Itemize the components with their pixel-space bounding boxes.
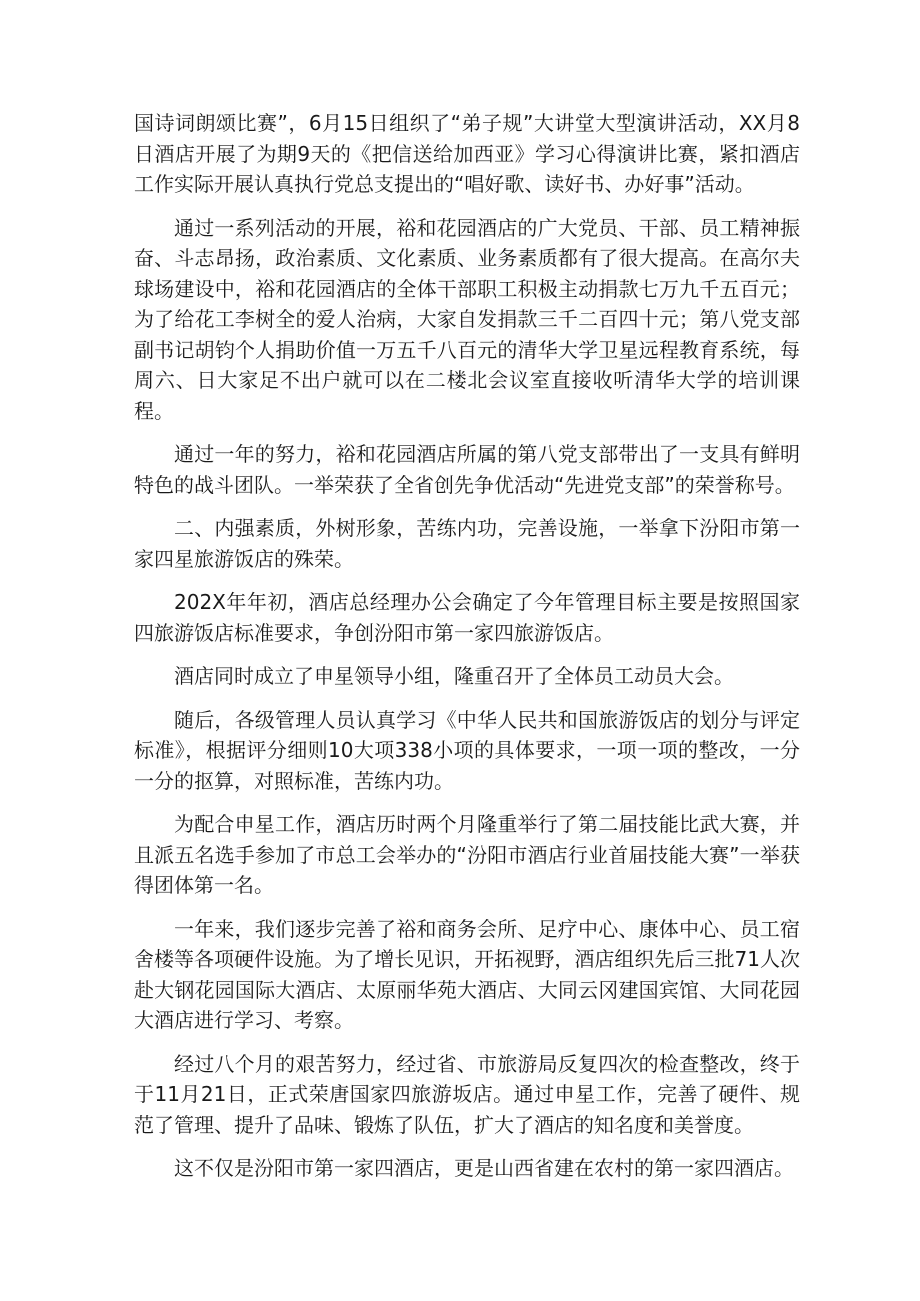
paragraph: 这不仅是汾阳市第一家四酒店，更是山西省建在农村的第一家四酒店。 [174,1156,794,1180]
paragraph: 经过八个月的艰苦努力，经过省、市旅游局反复四次的检查整改，终于于11月21日，正式荣唐国家四旅游坂店。通过申星工作，完善了硬件、规范了管理、提升了品味、锻炼了队伍，扩大了酒店的知名度和美誉度。 [134,1051,800,1137]
paragraph: 为配合申星工作，酒店历时两个月隆重举行了第二届技能比武大赛，并且派五名选手参加了市总工会举办的“汾阳市酒店行业首届技能大赛”一举获得团体第一名。 [134,812,800,897]
paragraph: 酒店同时成立了申星领导小组，隆重召开了全体员工动员大会。 [174,664,734,688]
paragraph: 通过一年的努力，裕和花园酒店所属的第八党支部带出了一支具有鲜明特色的战斗团队。一举荣获了全省创先争优活动“先进党支部”的荣誉称号。 [134,442,800,497]
paragraph: 202X年年初，酒店总经理办公会确定了今年管理目标主要是按照国家四旅游饭店标准要求，争创汾阳市第一家四旅游饭店。 [134,590,800,645]
section-heading-paragraph: 二、内强素质，外树形象，苦练内功，完善设施，一举拿下汾阳市第一家四星旅游饭店的殊荣。 [134,516,800,571]
paragraph-continued: 国诗词朗颂比赛”，6月15日组织了“弟子规”大讲堂大型演讲活动，XX月8日酒店开展了为期9天的《把信送给加西亚》学习心得演讲比赛，紧扣酒店工作实际开展认真执行党总支提出的“唱好歌、读好书、办好事”活动。 [134,111,800,196]
document-body [134,108,800,1197]
paragraph: 通过一系列活动的开展，裕和花园酒店的广大党员、干部、员工精神振奋、斗志昂扬，政治素质、文化素质、业务素质都有了很大提高。在高尔夫球场建设中，裕和花园酒店的全体干部职工积极主动捐款七万九千五百元；为了给花工李树全的爱人治病，大家自发捐款三千二百四十元；第八党支部副书记胡钧个人捐助价值一万五千八百元的清华大学卫星远程教育系统，每周六、日大家足不出户就可以在二楼北会议室直接收听清华大学的培训课程。 [134,215,800,423]
paragraph: 一年来，我们逐步完善了裕和商务会所、足疗中心、康体中心、员工宿舍楼等各项硬件设施。为了增长见识，开拓视野，酒店组织先后三批71人次赴大钢花园国际大酒店、太原丽华苑大酒店、大同云冈建国宾馆、大同花园大酒店进行学习、考察。 [134,916,800,1032]
paragraph: 随后，各级管理人员认真学习《中华人民共和国旅游饭店的划分与评定标准》，根据评分细则10大项338小项的具体要求，一项一项的整改，一分一分的抠算，对照标准，苦练内功。 [134,707,800,793]
